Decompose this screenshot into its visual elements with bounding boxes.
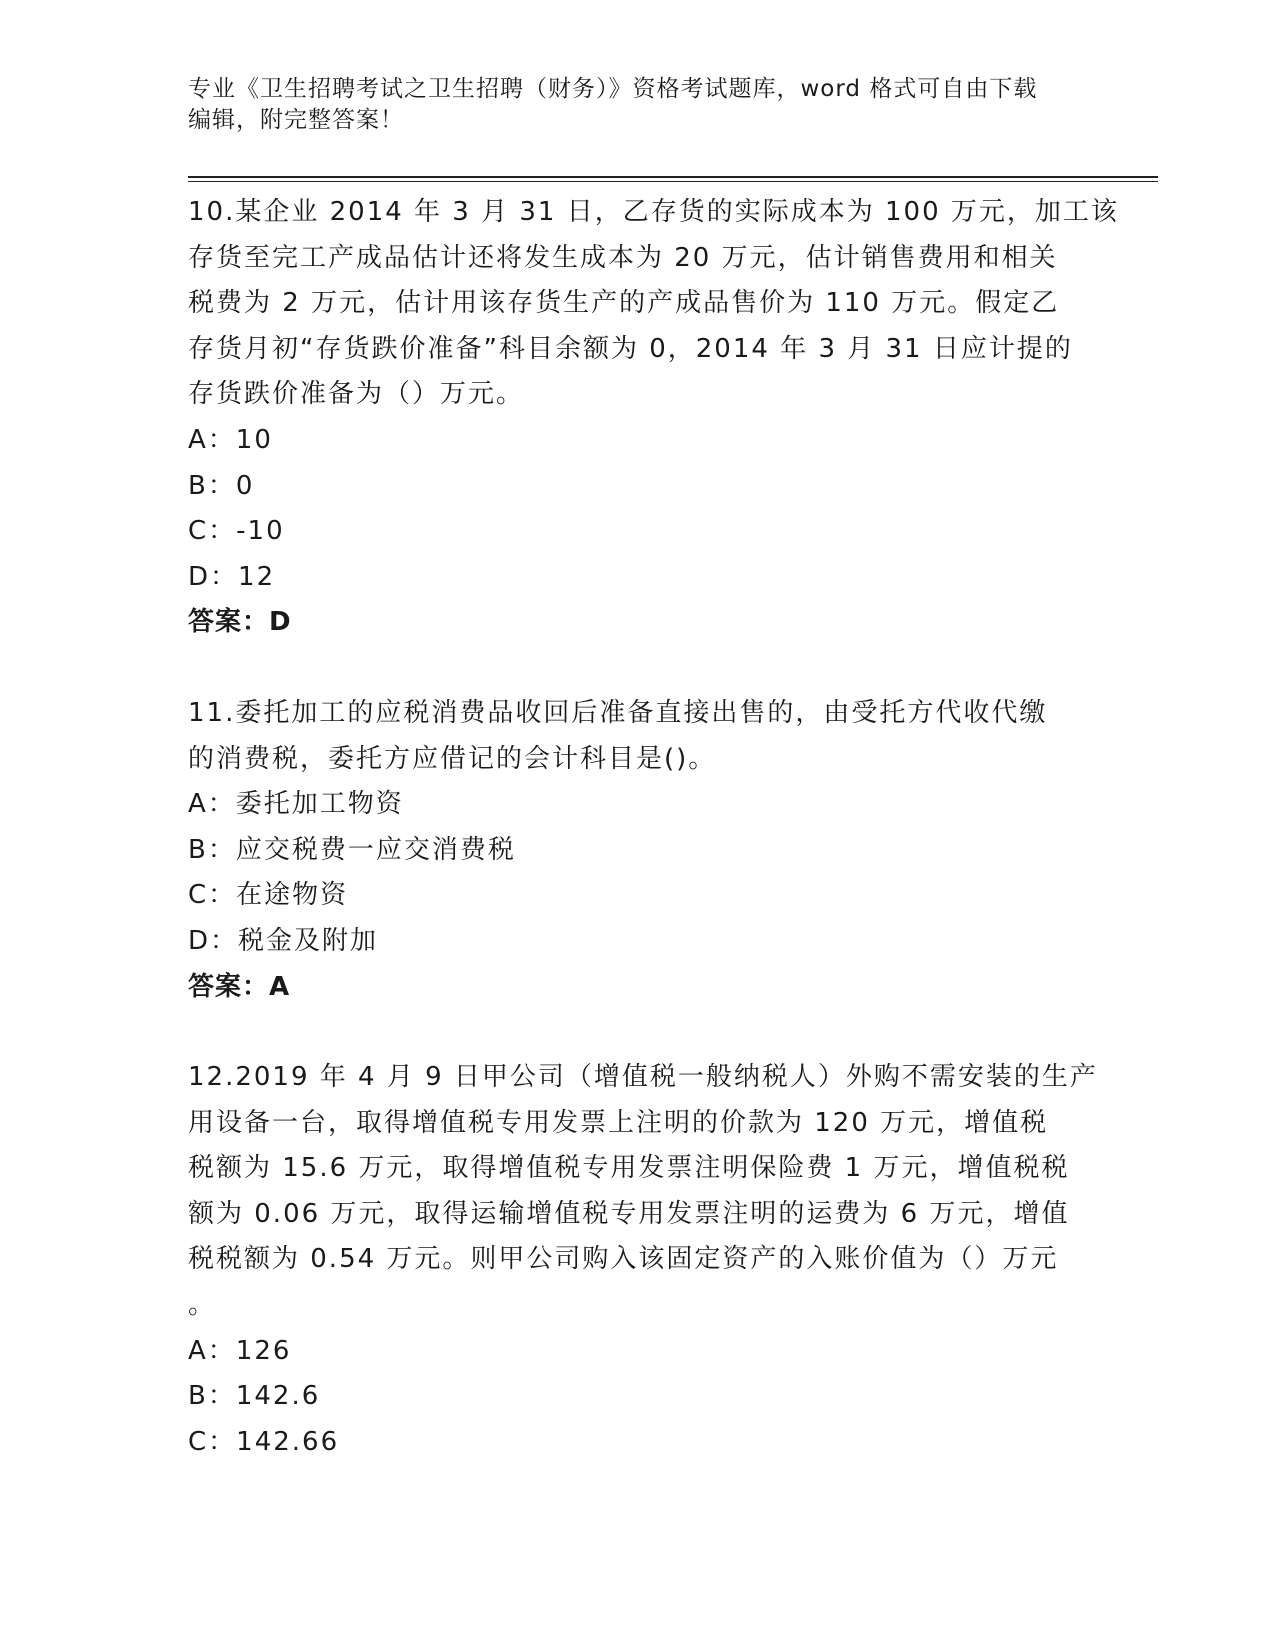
- header-line-2: 编辑，附完整答案！: [188, 107, 404, 133]
- question-stem-line: 的消费税，委托方应借记的会计科目是()。: [188, 743, 717, 774]
- question-stem-line: 存货月初“存货跌价准备”科目余额为 0，2014 年 3 月 31 日应计提的: [188, 333, 1073, 364]
- answer-option: B：0: [188, 470, 255, 501]
- question-stem-line: 10.某企业 2014 年 3 月 31 日，乙存货的实际成本为 100 万元，加工该: [188, 197, 1119, 227]
- question-stem: [188, 691, 1088, 782]
- question-12: [188, 1055, 1098, 1465]
- answer-key: 答案：D: [188, 607, 292, 638]
- answer-option: D：12: [188, 561, 276, 592]
- header-divider-thin: [188, 181, 1158, 182]
- question-stem-line: 税费为 2 万元，估计用该存货生产的产成品售价为 110 万元。假定乙: [188, 288, 1060, 319]
- question-stem-line: 用设备一台，取得增值税专用发票上注明的价款为 120 万元，增值税: [188, 1107, 1049, 1138]
- question-stem-line: 额为 0.06 万元，取得运输增值税专用发票注明的运费为 6 万元，增值: [188, 1198, 1070, 1229]
- header-line-1: 专业《卫生招聘考试之卫生招聘（财务）》资格考试题库，word 格式可自由下载: [188, 76, 1038, 102]
- answer-option: B：应交税费一应交消费税: [188, 834, 516, 865]
- question-stem-line: 税额为 15.6 万元，取得增值税专用发票注明保险费 1 万元，增值税税: [188, 1153, 1070, 1184]
- question-list: [188, 190, 1119, 1510]
- answer-option: B：142.6: [188, 1381, 321, 1412]
- answer-option: C：142.66: [188, 1426, 340, 1457]
- header-divider-thick: [188, 176, 1158, 178]
- answer-option: A：10: [188, 424, 273, 455]
- answer-option: D：税金及附加: [188, 925, 379, 956]
- answer-option: A：126: [188, 1335, 292, 1366]
- question-stem-line: 。: [188, 1290, 217, 1321]
- question-stem-line: 税税额为 0.54 万元。则甲公司购入该固定资产的入账价值为（）万元: [188, 1244, 1059, 1275]
- answer-option: A：委托加工物资: [188, 789, 404, 820]
- question-stem: [188, 1055, 1098, 1329]
- question-stem-line: 12.2019 年 4 月 9 日甲公司（增值税一般纳税人）外购不需安装的生产: [188, 1062, 1098, 1093]
- question-11: [188, 691, 1088, 1010]
- document-header: [188, 74, 1088, 136]
- question-stem-line: 存货跌价准备为（）万元。: [188, 379, 525, 410]
- answer-key: 答案：A: [188, 971, 291, 1002]
- question-stem-line: 11.委托加工的应税消费品收回后准备直接出售的，由受托方代收代缴: [188, 697, 1048, 728]
- question-stem-line: 存货至完工产成品估计还将发生成本为 20 万元，估计销售费用和相关: [188, 242, 1058, 273]
- answer-option: C：在途物资: [188, 880, 349, 911]
- question-stem: [188, 190, 1119, 418]
- question-10: [188, 190, 1119, 646]
- answer-option: C：-10: [188, 516, 285, 547]
